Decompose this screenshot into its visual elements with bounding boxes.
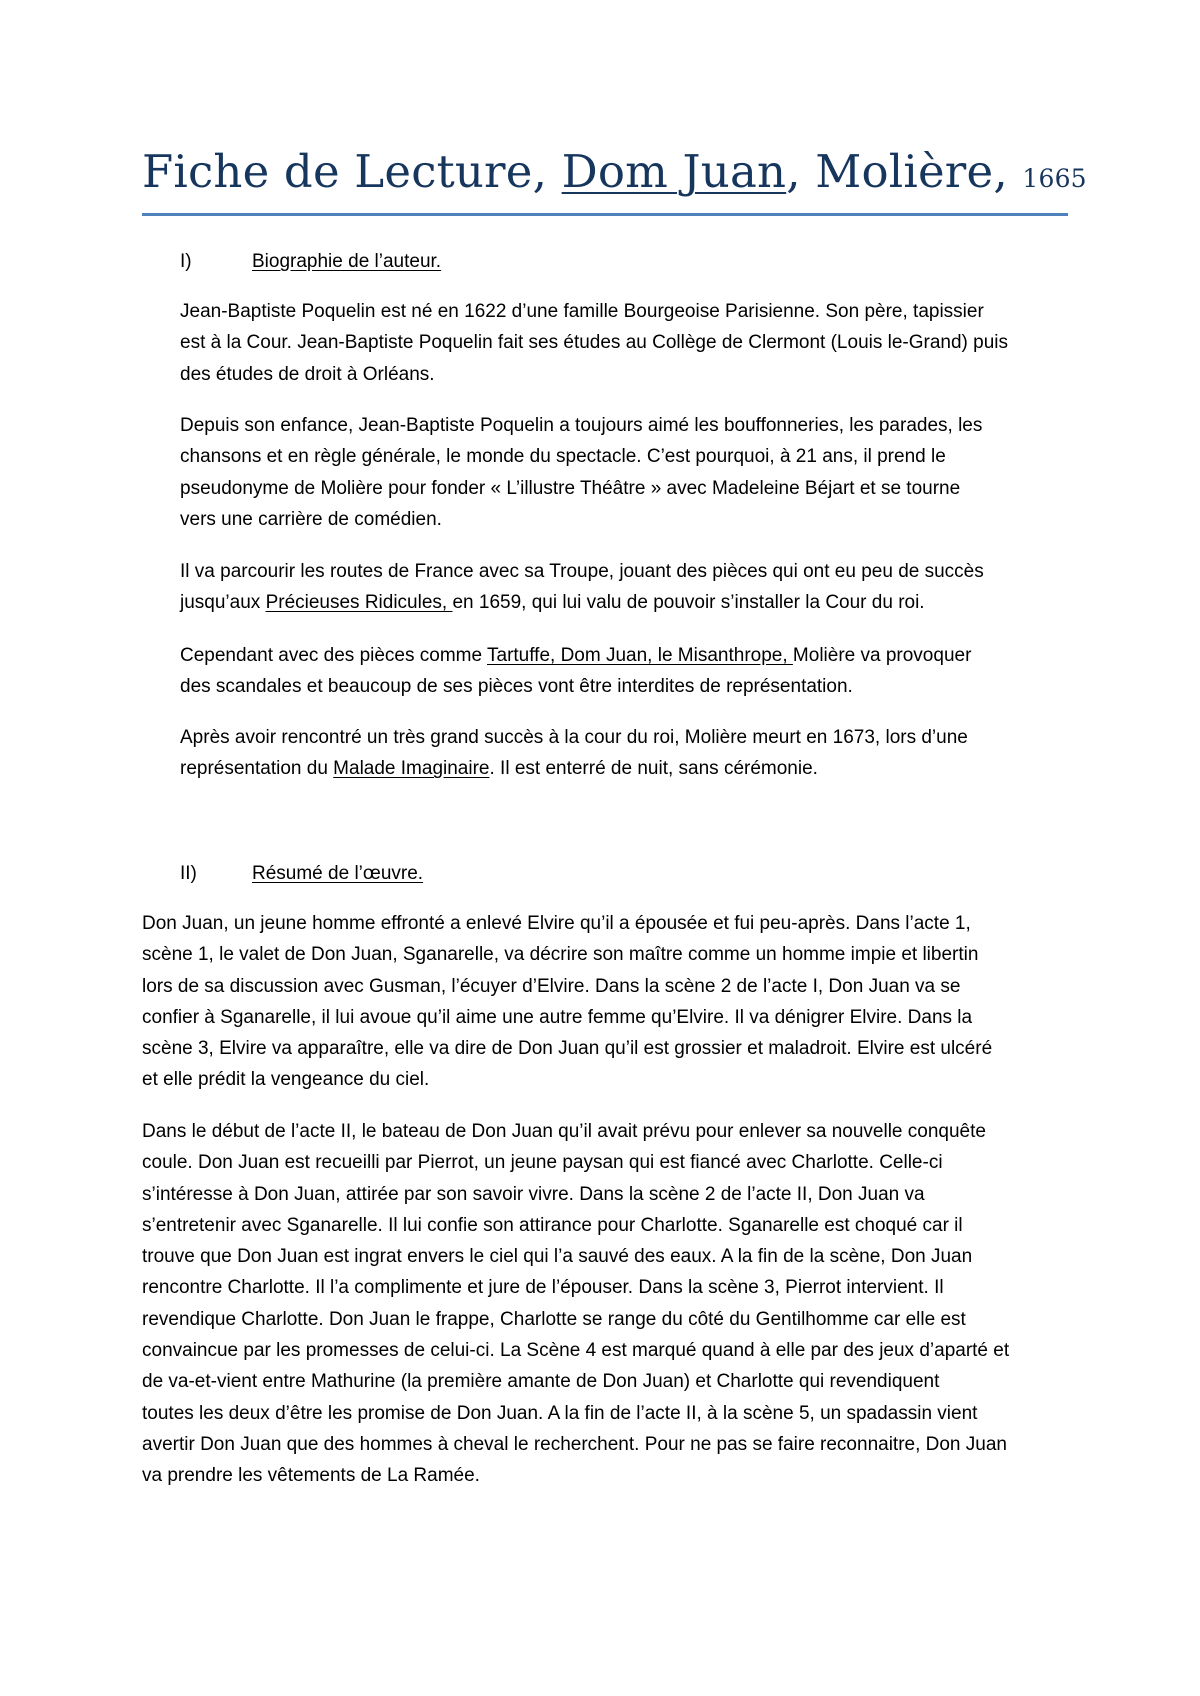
text-run: Cependant avec des pièces comme (180, 645, 487, 666)
bio-paragraph-1 (180, 296, 1060, 390)
text-line: Don Juan, un jeune homme effronté a enlevé Elvire qu’il a épousée et fui peu-après. Dans l’acte 1, (142, 913, 971, 934)
bio-paragraph-2 (180, 410, 1060, 535)
text-line: pseudonyme de Molière pour fonder « L’illustre Théâtre » avec Madeleine Béjart et se tourne (180, 477, 961, 499)
text-run: en 1659, qui lui valu de pouvoir s’installer la Cour du roi. (452, 592, 925, 614)
title-year: 1665 (1022, 164, 1087, 193)
work-title-malade: Malade Imaginaire (333, 758, 490, 780)
text-run: représentation du (180, 758, 334, 780)
text-line: scène 1, le valet de Don Juan, Sganarelle, va décrire son maître comme un homme impie et libertin (142, 944, 979, 966)
text-line: de va-et-vient entre Mathurine (la première amante de Don Juan) et Charlotte qui revendiquent (142, 1371, 940, 1393)
text-line: et elle prédit la vengeance du ciel. (142, 1069, 430, 1091)
text-line: des études de droit à Orléans. (180, 363, 435, 385)
text-line: Il va parcourir les routes de France avec sa Troupe, jouant des pièces qui ont eu peu de succès (180, 561, 984, 582)
text-line: convaincue par les promesses de celui-ci. La Scène 4 est marqué quand à elle par des jeux d’aparté et (142, 1340, 1010, 1362)
text-line (180, 640, 1060, 671)
text-line: coule. Don Juan est recueilli par Pierrot, un jeune paysan qui est fiancé avec Charlotte. Celle-ci (142, 1152, 943, 1174)
text-line: revendique Charlotte. Don Juan le frappe, Charlotte se range du côté du Gentilhomme car elle est (142, 1308, 966, 1330)
text-run: Molière va provoquer (792, 645, 972, 666)
bio-paragraph-5 (180, 722, 1060, 785)
summary-paragraph-1 (142, 908, 1068, 1096)
section-heading-biography (180, 250, 680, 276)
section-title: Biographie de l’auteur. (252, 251, 442, 272)
section-number: I) (180, 251, 192, 272)
title-prefix: Fiche de Lecture, (142, 145, 562, 198)
text-line: confier à Sganarelle, il lui avoue qu’il aime une autre femme qu’Elvire. Il va dénigrer Elvire. Dans la (142, 1006, 973, 1028)
text-line (180, 753, 1060, 784)
text-line: avertir Don Juan que des hommes à cheval le recherchent. Pour ne pas se faire reconnaitre, Don Juan (142, 1433, 1007, 1455)
text-line: va prendre les vêtements de La Ramée. (142, 1465, 480, 1487)
text-line: chansons et en règle générale, le monde du spectacle. C’est pourquoi, à 21 ans, il prend le (180, 446, 946, 468)
text-run: jusqu’aux (180, 592, 266, 614)
text-line: s’intéresse à Don Juan, attirée par son savoir vivre. Dans la scène 2 de l’acte II, Don Juan va (142, 1183, 925, 1205)
text-line: rencontre Charlotte. Il l’a complimente et jure de l’épouser. Dans la scène 3, Pierrot intervient. Il (142, 1277, 944, 1299)
bio-paragraph-4 (180, 640, 1060, 703)
text-line: Depuis son enfance, Jean-Baptiste Poquelin a toujours aimé les bouffonneries, les parades, les (180, 415, 983, 436)
section-title: Résumé de l’œuvre. (252, 863, 424, 884)
text-run: . Il est enterré de nuit, sans cérémonie. (489, 758, 818, 780)
section-heading-summary (180, 862, 680, 888)
text-line: s’entretenir avec Sganarelle. Il lui confie son attirance pour Charlotte. Sganarelle est choqué car il (142, 1214, 963, 1236)
title-work: Dom Juan (561, 145, 787, 198)
text-line: scène 3, Elvire va apparaître, elle va dire de Don Juan qu’il est grossier et maladroit. Elvire est ulcéré (142, 1038, 993, 1060)
text-line: des scandales et beaucoup de ses pièces vont être interdites de représentation. (180, 676, 853, 698)
document-title (142, 142, 1087, 209)
text-line: est à la Cour. Jean-Baptiste Poquelin fait ses études au Collège de Clermont (Louis le-Grand) puis (180, 332, 1009, 354)
text-line: trouve que Don Juan est ingrat envers le ciel qui l’a sauvé des eaux. A la fin de la scène, Don Juan (142, 1246, 973, 1268)
text-line: Dans le début de l’acte II, le bateau de Don Juan qu’il avait prévu pour enlever sa nouvelle conquête (142, 1121, 986, 1142)
section-number: II) (180, 863, 197, 884)
title-underline-rule (142, 213, 1068, 216)
bio-paragraph-3 (180, 556, 1060, 619)
text-line: lors de sa discussion avec Gusman, l’écuyer d’Elvire. Dans la scène 2 de l’acte I, Don Juan va se (142, 975, 961, 997)
text-line (180, 587, 1060, 618)
work-titles-list: Tartuffe, Dom Juan, le Misanthrope, (487, 645, 793, 666)
work-title-precieuses: Précieuses Ridicules, (265, 592, 453, 614)
text-line: toutes les deux d’être les promise de Don Juan. A la fin de l’acte II, à la scène 5, un spadassin vient (142, 1402, 978, 1424)
text-line: Après avoir rencontré un très grand succès à la cour du roi, Molière meurt en 1673, lors d’une (180, 727, 968, 748)
summary-paragraph-2 (142, 1116, 1068, 1492)
title-author: , Molière, (786, 145, 1023, 198)
text-line: Jean-Baptiste Poquelin est né en 1622 d’une famille Bourgeoise Parisienne. Son père, tapissier (180, 301, 984, 322)
text-line: vers une carrière de comédien. (180, 508, 442, 530)
